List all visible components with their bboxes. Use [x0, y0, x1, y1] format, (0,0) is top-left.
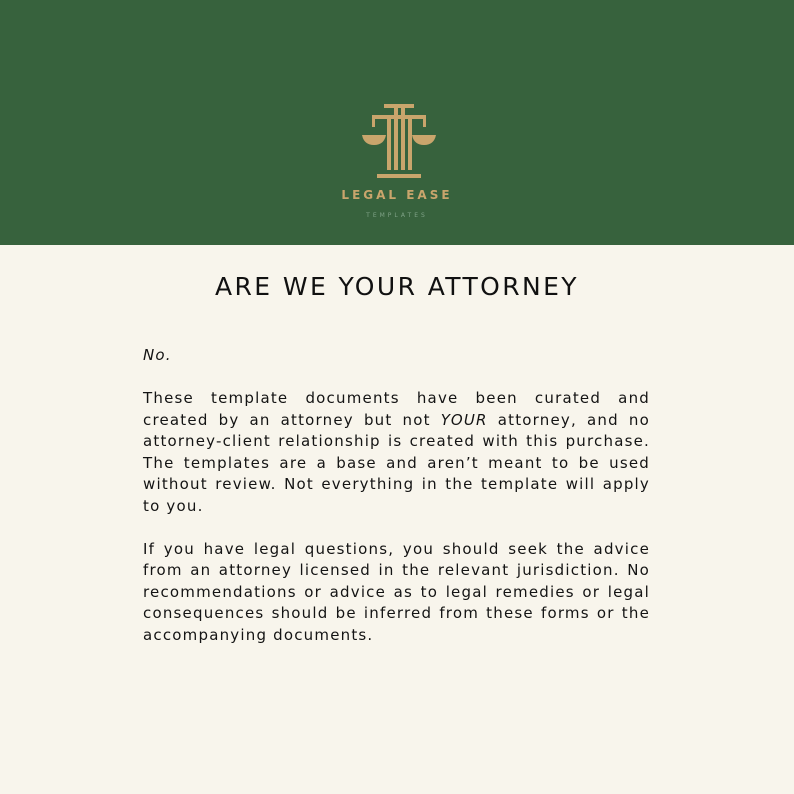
answer-text: No. — [143, 346, 172, 364]
brand-tagline: TEMPLATES — [366, 212, 428, 219]
paragraph-disclaimer — [143, 388, 650, 517]
body-text — [143, 345, 650, 668]
header-banner — [0, 0, 794, 245]
paragraph-1-after: attorney, and no attorney-client relationship is created with this purchase. The templates are a base and aren’t meant to be used without review. Not everything in the template will apply to you. — [143, 410, 650, 515]
paragraph-1-emphasis: YOUR — [440, 410, 488, 429]
brand-name: LEGAL EASE — [341, 188, 453, 202]
paragraph-1-before: These template documents have been curated and created by an attorney but not — [143, 389, 650, 429]
paragraph-legal-advice: If you have legal questions, you should seek the advice from an attorney licensed in the relevant jurisdiction. No recommendations or advice as to legal remedies or legal consequences should be inferred from these forms or the accompanying documents. — [143, 539, 650, 644]
page-title: ARE WE YOUR ATTORNEY — [215, 272, 579, 301]
scales-of-justice-icon — [361, 101, 437, 181]
